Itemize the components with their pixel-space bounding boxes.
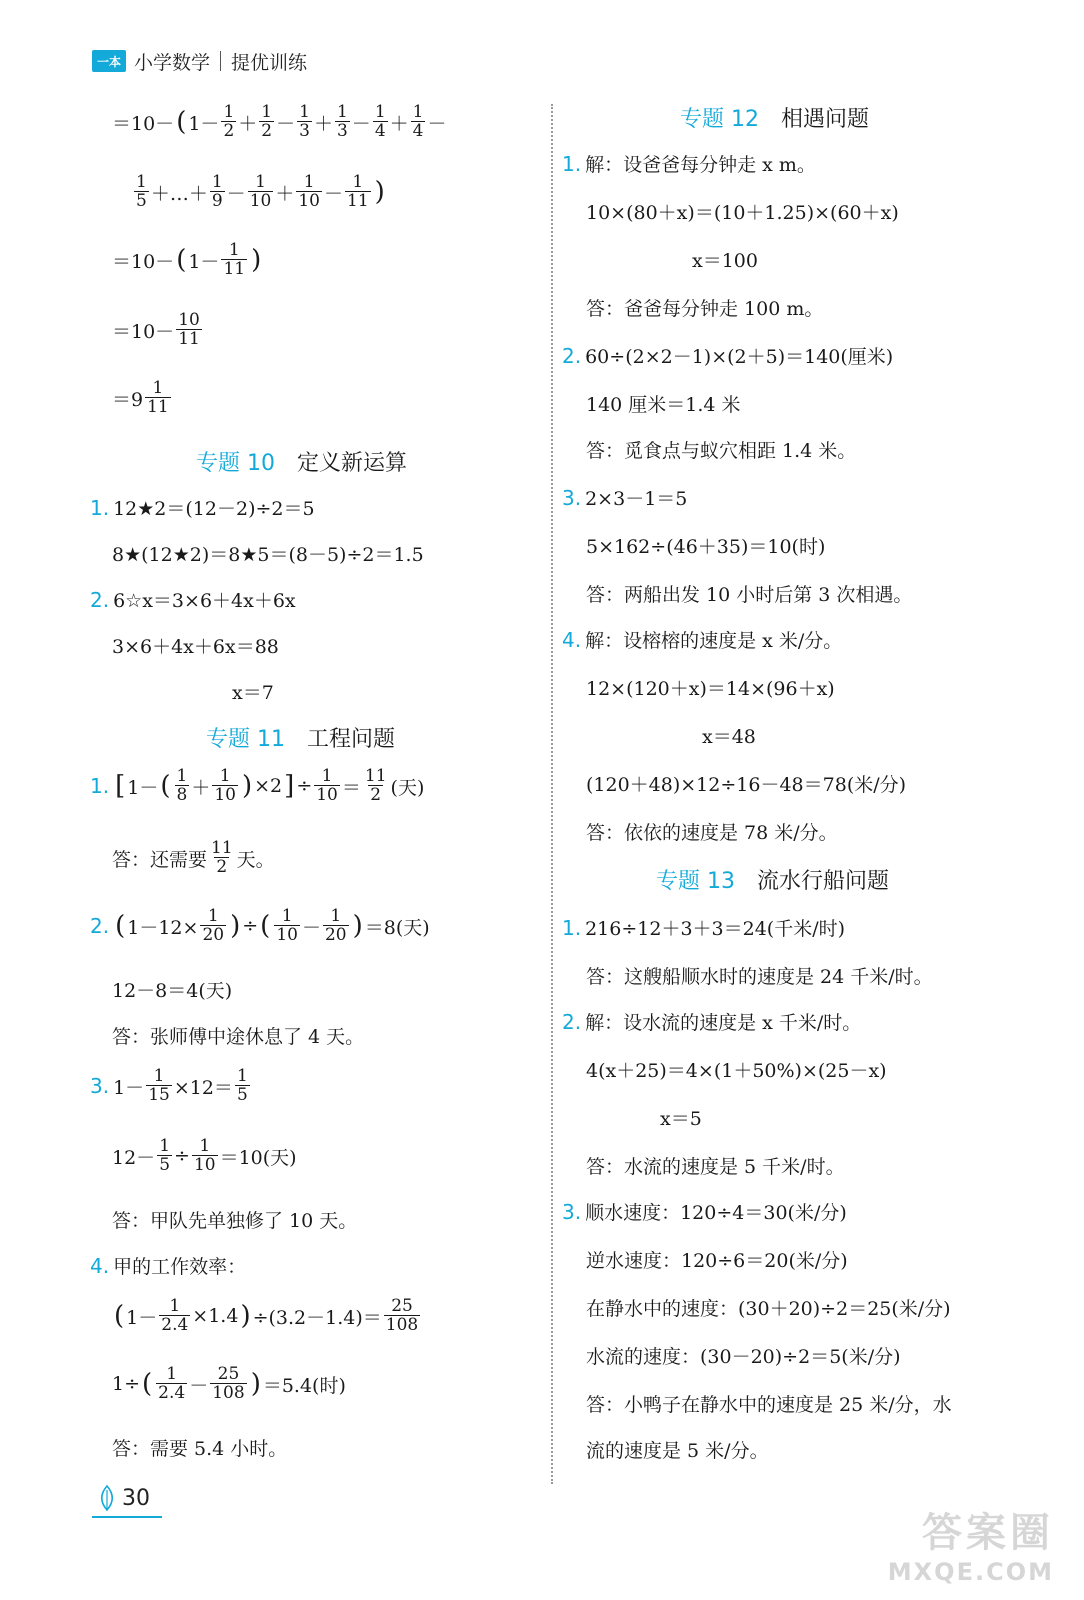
question-number: 3. <box>90 1074 110 1098</box>
text: 1－ <box>188 250 220 273</box>
question-number: 2. <box>562 1009 582 1034</box>
text: 顺水速度：120÷4＝30(米/分) <box>585 1202 847 1224</box>
numerator: 1 <box>236 1066 248 1086</box>
fraction <box>373 104 388 140</box>
fraction <box>200 908 226 944</box>
bracket-open: [ <box>115 771 126 801</box>
s12-q1-line2: 10×(80＋x)＝(10＋1.25)×(60＋x) <box>586 202 899 224</box>
denominator: 9 <box>211 191 223 211</box>
text: 6☆x＝3×6＋4x＋6x <box>113 590 296 612</box>
numerator: 1 <box>136 172 147 192</box>
s12-q4-line4: (120＋48)×12÷16－48＝78(米/分) <box>586 774 907 796</box>
question-number: 4. <box>90 1253 110 1278</box>
s11-q4-answer: 答：需要 5.4 小时。 <box>112 1438 288 1460</box>
s12-q3-answer: 答：两船出发 10 小时后第 3 次相遇。 <box>586 584 913 606</box>
section-name: 流水行船问题 <box>757 869 890 894</box>
text: ÷(3.2－1.4)＝ <box>252 1306 382 1329</box>
denominator: 4 <box>374 121 386 141</box>
leaf-icon <box>96 1484 118 1512</box>
denominator: 11 <box>147 397 169 417</box>
denominator: 2.4 <box>161 1315 189 1335</box>
book-subtitle: 提优训练 <box>231 51 308 74</box>
denominator: 8 <box>176 785 188 805</box>
question-number: 2. <box>90 587 110 612</box>
denominator: 20 <box>324 925 347 945</box>
numerator: 1 <box>223 102 235 122</box>
fraction <box>296 174 322 210</box>
s12-q1-answer: 答：爸爸每分钟走 100 m。 <box>586 298 824 320</box>
text: 1－ <box>113 1076 145 1099</box>
denominator: 2.4 <box>158 1383 186 1403</box>
cont-line-3 <box>112 242 263 278</box>
fraction <box>159 1298 190 1334</box>
text: ＝ <box>341 776 361 799</box>
numerator: 1 <box>211 172 223 192</box>
paren-open: ( <box>114 1301 125 1331</box>
s10-q2-line2: 3×6＋4x＋6x＝88 <box>112 636 279 658</box>
denominator: 5 <box>136 191 147 211</box>
cont-line-4 <box>112 312 204 348</box>
denominator: 10 <box>276 925 298 945</box>
fraction <box>248 174 274 210</box>
cont-line-1 <box>112 104 447 140</box>
text: 天。 <box>236 848 275 871</box>
text: 1÷ <box>112 1373 141 1395</box>
paren-open: ( <box>176 245 187 275</box>
fraction <box>259 104 274 140</box>
s12-q1-line1 <box>562 150 816 177</box>
s12-q4-line2: 12×(120＋x)＝14×(96＋x) <box>586 678 835 700</box>
s11-q2-line2: 12－8＝4(天) <box>112 980 233 1002</box>
paren-open: ( <box>176 107 187 137</box>
text: 甲的工作效率： <box>113 1256 247 1278</box>
numerator: 1 <box>228 240 240 260</box>
numerator: 11 <box>364 766 387 786</box>
numerator: 1 <box>153 1066 165 1086</box>
text: ＝9 <box>112 388 144 411</box>
paren-open: ( <box>115 911 126 941</box>
text: ＋ <box>191 776 211 799</box>
numerator: 1 <box>219 766 231 786</box>
text: 解：设水流的速度是 x 千米/时。 <box>585 1012 862 1034</box>
denominator: 10 <box>214 785 236 805</box>
text: 1－12× <box>127 916 199 939</box>
numerator: 1 <box>207 906 219 926</box>
fraction <box>157 1138 172 1174</box>
s13-q1-line1 <box>562 914 845 941</box>
fraction <box>411 104 426 140</box>
text: 216÷12＋3＋3＝24(千米/时) <box>585 918 846 940</box>
fraction <box>192 1138 218 1174</box>
denominator: 15 <box>148 1085 170 1105</box>
numerator: 1 <box>321 766 333 786</box>
s13-q3-line1 <box>562 1198 847 1225</box>
text: ÷ <box>242 915 259 937</box>
question-number: 1. <box>562 151 582 176</box>
question-number: 3. <box>562 1199 582 1224</box>
numerator: 1 <box>412 102 424 122</box>
denominator: 2 <box>261 121 273 141</box>
numerator: 1 <box>303 172 315 192</box>
fraction <box>210 1366 246 1402</box>
denominator: 5 <box>159 1155 171 1175</box>
cont-line-2 <box>132 174 387 210</box>
page-number-text: 30 <box>122 1485 150 1511</box>
paren-close: ) <box>374 177 385 207</box>
section-title-12 <box>680 102 869 133</box>
section-title-11 <box>206 722 395 753</box>
header-separator <box>220 51 221 71</box>
question-number: 1. <box>562 915 582 940</box>
numerator: 11 <box>211 838 233 858</box>
fraction <box>175 768 190 804</box>
bracket-close: ] <box>284 771 295 801</box>
text: ×2 <box>254 775 283 797</box>
s13-q3-line4: 水流的速度：(30－20)÷2＝5(米/分) <box>586 1346 901 1368</box>
fraction <box>212 768 238 804</box>
paren-open: ( <box>160 771 171 801</box>
text: － <box>427 112 447 135</box>
fraction <box>345 174 371 210</box>
denominator: 4 <box>412 121 424 141</box>
section-name: 工程问题 <box>307 727 396 752</box>
denominator: 5 <box>236 1085 248 1105</box>
fraction <box>221 242 247 278</box>
numerator: 25 <box>217 1364 240 1384</box>
text: ÷ <box>296 775 313 797</box>
watermark <box>888 1501 1054 1586</box>
text: 12★2＝(12－2)÷2＝5 <box>113 498 315 520</box>
text: ＋ <box>238 112 258 135</box>
text: ＋ <box>313 112 333 135</box>
s13-q2-line3: x＝5 <box>660 1108 702 1130</box>
s10-q1-line2: 8★(12★2)＝8★5＝(8－5)÷2＝1.5 <box>112 544 424 566</box>
denominator: 10 <box>193 1155 216 1175</box>
s12-q4-line3: x＝48 <box>702 726 756 748</box>
s12-q2-line2: 140 厘米＝1.4 米 <box>586 394 741 416</box>
question-number: 4. <box>562 627 582 652</box>
s11-q2-answer: 答：张师傅中途休息了 4 天。 <box>112 1026 365 1048</box>
text: － <box>276 112 296 135</box>
fraction <box>176 312 202 348</box>
denominator: 108 <box>385 1315 419 1335</box>
text: 2×3－1＝5 <box>585 488 688 510</box>
text: ＋ <box>275 182 295 205</box>
numerator: 1 <box>159 1136 171 1156</box>
fraction <box>146 1068 172 1104</box>
text: 1－ <box>127 776 159 799</box>
denominator: 3 <box>299 121 310 141</box>
s12-q4-line1 <box>562 626 842 653</box>
text: － <box>323 182 343 205</box>
numerator: 1 <box>166 1364 178 1384</box>
paren-close: ) <box>250 1369 261 1399</box>
section-name: 相遇问题 <box>781 107 870 132</box>
footer-underline <box>92 1516 162 1518</box>
text: ＝10－ <box>112 112 175 135</box>
text: － <box>226 182 246 205</box>
numerator: 25 <box>391 1296 413 1316</box>
denominator: 20 <box>202 925 225 945</box>
section-title-10 <box>196 446 407 477</box>
numerator: 1 <box>255 172 266 192</box>
s13-q3-line2: 逆水速度：120÷6＝20(米/分) <box>586 1250 848 1272</box>
s11-q3-answer: 答：甲队先单独修了 10 天。 <box>112 1210 358 1232</box>
s10-q1-line1 <box>90 494 315 521</box>
fraction <box>134 174 149 210</box>
fraction <box>145 380 171 416</box>
paren-close: ) <box>352 911 363 941</box>
paren-close: ) <box>241 771 253 801</box>
column-divider <box>551 104 553 1484</box>
text: (天) <box>390 776 425 799</box>
fraction <box>221 104 236 140</box>
numerator: 1 <box>176 766 188 786</box>
section-number: 专题 11 <box>206 727 285 752</box>
numerator: 1 <box>330 906 342 926</box>
question-number: 2. <box>90 914 110 938</box>
section-name: 定义新运算 <box>297 451 408 476</box>
text: 12－ <box>112 1146 156 1169</box>
s13-q1-answer: 答：这艘船顺水时的速度是 24 千米/时。 <box>586 966 933 988</box>
denominator: 108 <box>212 1383 245 1403</box>
denominator: 11 <box>223 259 246 279</box>
denominator: 2 <box>223 121 235 141</box>
numerator: 1 <box>352 172 364 192</box>
denominator: 10 <box>316 785 338 805</box>
fraction <box>384 1298 420 1334</box>
s11-q1-answer <box>112 840 275 876</box>
fraction <box>209 840 235 876</box>
text: － <box>189 1374 209 1397</box>
section-title-13 <box>656 864 889 895</box>
fraction <box>297 104 312 140</box>
s13-q3-answer-2: 流的速度是 5 米/分。 <box>586 1440 769 1462</box>
text: － <box>351 112 371 135</box>
text: 答：还需要 <box>112 848 208 871</box>
fraction <box>274 908 300 944</box>
numerator: 1 <box>261 102 273 122</box>
text: ×12＝ <box>173 1076 233 1099</box>
paren-close: ) <box>230 911 241 941</box>
section-number: 专题 13 <box>656 869 735 894</box>
s13-q2-line2: 4(x＋25)＝4×(1＋50%)×(25－x) <box>586 1060 887 1082</box>
question-number: 1. <box>90 774 110 798</box>
denominator: 2 <box>216 857 228 877</box>
numerator: 10 <box>178 310 200 330</box>
question-number: 2. <box>562 343 582 368</box>
paren-open: ( <box>260 911 271 941</box>
s12-q4-answer: 答：依依的速度是 78 米/分。 <box>586 822 838 844</box>
denominator: 2 <box>370 785 382 805</box>
denominator: 11 <box>347 191 369 211</box>
s11-q4-line2 <box>112 1298 422 1334</box>
s12-q1-line3: x＝100 <box>692 250 758 272</box>
denominator: 10 <box>298 191 320 211</box>
s11-q3-line1 <box>90 1068 252 1104</box>
numerator: 1 <box>169 1296 181 1316</box>
numerator: 1 <box>299 102 310 122</box>
s12-q3-line2: 5×162÷(46＋35)＝10(时) <box>586 536 826 558</box>
question-number: 1. <box>90 495 110 520</box>
text: 1－ <box>188 112 220 135</box>
s11-q2-line1 <box>90 908 430 944</box>
fraction <box>323 908 349 944</box>
s13-q2-answer: 答：水流的速度是 5 千米/时。 <box>586 1156 845 1178</box>
text: ＋ <box>389 112 409 135</box>
numerator: 1 <box>336 102 348 122</box>
page-header <box>92 46 307 76</box>
s12-q2-answer: 答：觅食点与蚁穴相距 1.4 米。 <box>586 440 857 462</box>
paren-open: ( <box>142 1369 153 1399</box>
text: 60÷(2×2－1)×(2＋5)＝140(厘米) <box>585 346 894 368</box>
text: ＋…＋ <box>150 182 208 205</box>
fraction <box>210 174 225 210</box>
s11-q4-line1 <box>90 1252 246 1279</box>
s13-q3-line3: 在静水中的速度：(30＋20)÷2＝25(米/分) <box>586 1298 951 1320</box>
text: ×1.4 <box>192 1305 239 1327</box>
numerator: 1 <box>199 1136 211 1156</box>
s11-q3-line2 <box>112 1138 297 1174</box>
s11-q1-line1 <box>90 768 424 804</box>
text: ＝10(天) <box>219 1146 297 1169</box>
numerator: 1 <box>374 102 386 122</box>
cont-line-5 <box>112 380 173 416</box>
fraction <box>156 1366 187 1402</box>
text: － <box>301 916 321 939</box>
page-number <box>96 1484 150 1512</box>
s13-q2-line1 <box>562 1008 861 1035</box>
text: 1－ <box>126 1306 158 1329</box>
paren-close: ) <box>251 245 262 275</box>
s11-q4-line3 <box>112 1366 346 1402</box>
text: ÷ <box>174 1145 190 1167</box>
text: ＝5.4(时) <box>262 1374 346 1397</box>
numerator: 1 <box>281 906 293 926</box>
book-title: 小学数学 <box>134 51 211 74</box>
fraction <box>335 104 350 140</box>
s13-q3-answer-1: 答：小鸭子在静水中的速度是 25 米/分，水 <box>586 1394 952 1416</box>
denominator: 11 <box>178 329 200 349</box>
paren-close: ) <box>240 1301 251 1331</box>
s12-q3-line1 <box>562 484 687 511</box>
s10-q2-line3: x＝7 <box>232 682 274 704</box>
text: 解：设榕榕的速度是 x 米/分。 <box>585 630 843 652</box>
watermark-url: MXQE.COM <box>887 1558 1054 1586</box>
numerator: 1 <box>152 378 164 398</box>
text: ＝10－ <box>112 250 175 273</box>
denominator: 10 <box>249 191 272 211</box>
text: ＝10－ <box>112 320 175 343</box>
denominator: 3 <box>336 121 348 141</box>
s10-q2-line1 <box>90 586 296 613</box>
fraction <box>363 768 389 804</box>
text: 解：设爸爸每分钟走 x m。 <box>585 154 816 176</box>
watermark-logo-text: 答案圈 <box>922 1510 1054 1556</box>
s12-q2-line1 <box>562 342 893 369</box>
fraction <box>235 1068 250 1104</box>
section-number: 专题 12 <box>680 107 759 132</box>
brand-badge: 一本 <box>92 50 126 72</box>
fraction <box>314 768 340 804</box>
text: ＝8(天) <box>364 916 430 939</box>
section-number: 专题 10 <box>196 451 275 476</box>
question-number: 3. <box>562 485 582 510</box>
